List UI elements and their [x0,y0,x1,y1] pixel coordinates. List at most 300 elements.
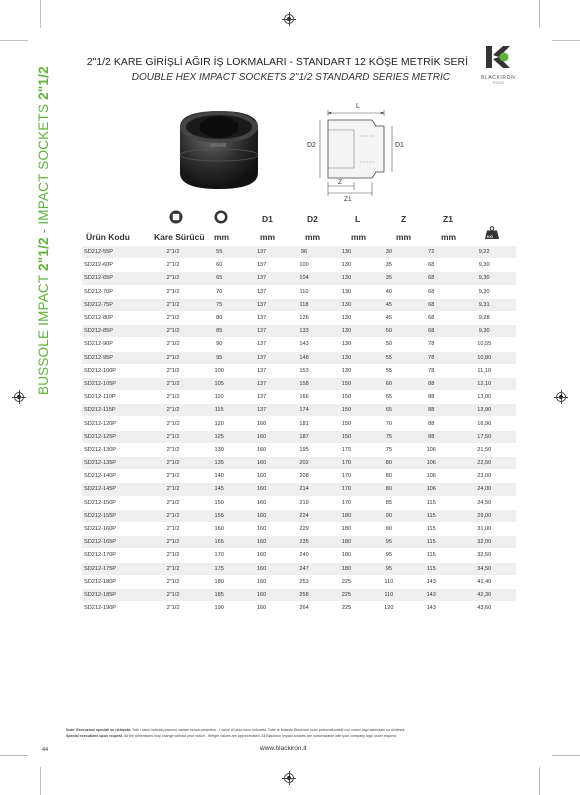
table-cell: 115 [410,522,452,535]
table-cell: 160 [240,417,282,430]
table-row [82,588,516,601]
table-cell: 55 [368,351,410,364]
table-row [82,509,516,522]
table-cell: SD212-145P [82,483,148,496]
table-cell: 45 [368,298,410,311]
table-cell: 31,00 [452,522,516,535]
table-cell: 160 [240,457,282,470]
diagram-label-z1: Z1 [344,196,352,202]
table-cell: 170 [198,549,240,562]
table-cell: 65 [368,404,410,417]
table-cell: 143 [410,602,452,615]
table-cell: 88 [410,417,452,430]
table-cell: 170 [325,470,367,483]
crop-mark [40,767,41,795]
table-cell: 60 [198,259,240,272]
table-cell: 160 [240,443,282,456]
table-cell: 140 [198,470,240,483]
table-cell: 158 [283,377,325,390]
note-italian: Tutti i valori indicati possono variare senza preavviso - I valori di peso sono indicativi. Tutte le bussole Blackiron sono personalizzabili con vostro logo aziendale su richiesta. [132,728,406,732]
table-row [82,272,516,285]
table-cell: 195 [283,443,325,456]
table-cell: 106 [410,483,452,496]
note-english: All the dimensions may change without prior notice - Weight values are approximated. All Blackiron impact sockets are customizable with your company logo under request. [123,733,397,738]
table-cell: 181 [283,417,325,430]
table-cell: 95 [368,562,410,575]
table-cell: 50 [368,325,410,338]
table-cell: 130 [198,443,240,456]
table-cell: 68 [410,272,452,285]
table-cell: 137 [240,351,282,364]
table-cell: 22,50 [452,457,516,470]
table-cell: 2"1/2 [148,391,198,404]
dimension-diagram [304,100,422,202]
table-cell: 34,50 [452,562,516,575]
table-cell: 170 [325,457,367,470]
side-title-size2: 2"1/2 [36,66,51,100]
table-cell: 175 [198,562,240,575]
table-cell: SD212-120P [82,417,148,430]
table-cell: SD212-175P [82,562,148,575]
crop-mark [552,755,580,756]
table-cell: 137 [240,338,282,351]
table-row [82,325,516,338]
table-cell: 130 [325,338,367,351]
table-cell: 219 [283,496,325,509]
table-row [82,443,516,456]
table-cell: 214 [283,483,325,496]
table-cell: 35 [368,259,410,272]
table-cell: 180 [325,549,367,562]
table-row [82,364,516,377]
table-row [82,522,516,535]
blackiron-logo [481,45,515,85]
table-cell: 75 [368,443,410,456]
table-cell: 29,00 [452,509,516,522]
table-row [82,298,516,311]
table-cell: 2"1/2 [148,430,198,443]
table-cell: 133 [283,325,325,338]
table-row [82,457,516,470]
table-cell: 155 [198,509,240,522]
table-cell: 9,28 [452,311,516,324]
table-cell: 2"1/2 [148,364,198,377]
table-row [82,259,516,272]
table-cell: 235 [283,536,325,549]
table-cell: SD212-95P [82,351,148,364]
table-cell: 13,90 [452,404,516,417]
website-url: www.blackiron.it [260,745,307,752]
table-cell: 78 [410,338,452,351]
table-cell: 9,22 [452,246,516,259]
table-cell: SD212-55P [82,246,148,259]
table-cell: SD212-60P [82,259,148,272]
table-cell: 137 [240,404,282,417]
table-cell: 88 [410,404,452,417]
table-cell: 137 [240,325,282,338]
table-cell: 160 [240,430,282,443]
table-cell: 180 [325,522,367,535]
table-cell: 170 [325,483,367,496]
table-cell: SD212-100P [82,364,148,377]
square-drive-icon [169,210,183,224]
table-cell: 115 [410,536,452,549]
table-cell: 115 [198,404,240,417]
table-cell: 35 [368,272,410,285]
table-cell: 137 [240,377,282,390]
table-cell: 80 [198,311,240,324]
table-cell: 2"1/2 [148,509,198,522]
table-row [82,430,516,443]
table-cell: 105 [198,377,240,390]
crop-mark [0,40,28,41]
table-cell: 2"1/2 [148,311,198,324]
table-cell: 137 [240,272,282,285]
table-cell: 148 [283,351,325,364]
table-cell: 42,30 [452,588,516,601]
table-cell: 88 [410,391,452,404]
table-cell: 137 [240,285,282,298]
diagram-label-d1: D1 [395,142,404,149]
table-cell: 170 [325,443,367,456]
table-cell: 80 [368,483,410,496]
table-cell: 65 [198,272,240,285]
table-cell: 137 [240,311,282,324]
page-number: 44 [42,747,49,753]
diagram-label-d2: D2 [307,142,316,149]
crop-mark [552,40,580,41]
table-cell: 2"1/2 [148,417,198,430]
table-cell: 137 [240,246,282,259]
registration-mark-icon [284,14,294,24]
table-cell: 160 [240,562,282,575]
table-cell: 24,00 [452,483,516,496]
diagram-label-l: L [356,103,360,110]
table-cell: 106 [410,457,452,470]
col-header-mm: mm [305,232,321,242]
table-cell: 75 [198,298,240,311]
table-cell: 160 [240,588,282,601]
table-cell: 90 [368,509,410,522]
table-cell: 21,50 [452,443,516,456]
table-cell: 32,50 [452,549,516,562]
table-cell: 174 [283,404,325,417]
table-cell: 100 [198,364,240,377]
table-cell: 150 [325,417,367,430]
table-cell: 55 [198,246,240,259]
table-cell: 247 [283,562,325,575]
table-cell: 170 [325,496,367,509]
col-header-z1: Z1 [443,214,453,224]
table-cell: 9,30 [452,272,516,285]
table-cell: 80 [368,470,410,483]
table-cell: 137 [240,364,282,377]
table-cell: 130 [325,325,367,338]
table-cell: 225 [325,588,367,601]
table-cell: 202 [283,457,325,470]
table-cell: 153 [283,364,325,377]
table-cell: 180 [325,536,367,549]
table-row [82,536,516,549]
registration-mark-icon [14,392,24,402]
table-cell: 160 [240,509,282,522]
table-row [82,575,516,588]
table-cell: 143 [283,338,325,351]
table-cell: 96 [283,246,325,259]
table-cell: SD212-75P [82,298,148,311]
table-cell: 9,30 [452,285,516,298]
table-row [82,549,516,562]
table-cell: 68 [410,311,452,324]
table-cell: 150 [325,377,367,390]
table-cell: 135 [198,457,240,470]
table-cell: 2"1/2 [148,259,198,272]
table-cell: 160 [240,483,282,496]
table-cell: 24,50 [452,496,516,509]
table-cell: 106 [410,470,452,483]
table-cell: 72 [410,246,452,259]
table-cell: 110 [198,391,240,404]
col-header-mm: mm [396,232,412,242]
table-cell: SD212-90P [82,338,148,351]
table-cell: 166 [283,391,325,404]
table-cell: 229 [283,522,325,535]
table-cell: 258 [283,588,325,601]
table-cell: 115 [410,509,452,522]
table-cell: 23,00 [452,470,516,483]
note-label: Note: [66,728,76,732]
table-cell: 95 [368,549,410,562]
table-cell: 224 [283,509,325,522]
table-cell: 70 [368,417,410,430]
table-cell: 55 [368,364,410,377]
table-cell: 104 [283,272,325,285]
table-cell: 264 [283,602,325,615]
table-cell: 185 [198,588,240,601]
table-cell: 2"1/2 [148,575,198,588]
registration-mark-icon [284,773,294,783]
table-cell: 85 [198,325,240,338]
table-row [82,285,516,298]
table-cell: 137 [240,259,282,272]
table-cell: 85 [368,496,410,509]
table-row [82,377,516,390]
table-cell: 143 [410,588,452,601]
side-title [36,66,51,395]
table-cell: SD212-190P [82,602,148,615]
table-cell: SD212-170P [82,549,148,562]
table-cell: SD212-160P [82,522,148,535]
table-cell: 17,50 [452,430,516,443]
title-english: DOUBLE HEX IMPACT SOCKETS 2"1/2 STANDARD SERIES METRIC [131,72,450,83]
weight-label: KG [487,234,493,239]
table-cell: SD212-140P [82,470,148,483]
table-row [82,404,516,417]
crop-mark [539,767,540,795]
table-cell: 60 [368,377,410,390]
col-header-drive: Kare Sürücü [154,232,205,242]
note-italian-bold: Esecuzioni speciali su richiesta. [76,728,132,732]
table-cell: 130 [325,298,367,311]
table-cell: 115 [410,496,452,509]
table-cell: 9,30 [452,259,516,272]
table-cell: 130 [325,285,367,298]
table-cell: 120 [198,417,240,430]
table-cell: 160 [198,522,240,535]
table-cell: 10,55 [452,338,516,351]
table-cell: 30 [368,246,410,259]
table-cell: 2"1/2 [148,457,198,470]
table-cell: SD212-110P [82,391,148,404]
table-cell: SD212-135P [82,457,148,470]
table-row [82,496,516,509]
table-cell: SD212-70P [82,285,148,298]
table-cell: 160 [240,536,282,549]
table-cell: 45 [368,311,410,324]
table-cell: 2"1/2 [148,536,198,549]
table-row [82,391,516,404]
table-cell: 130 [325,259,367,272]
table-cell: SD212-185P [82,588,148,601]
table-cell: 180 [325,509,367,522]
table-cell: 180 [325,562,367,575]
table-cell: 2"1/2 [148,298,198,311]
table-cell: 130 [325,272,367,285]
table-cell: 2"1/2 [148,602,198,615]
table-row [82,417,516,430]
table-cell: 2"1/2 [148,351,198,364]
table-cell: 50 [368,338,410,351]
table-cell: 80 [368,457,410,470]
table-cell: 75 [368,430,410,443]
side-title-size1: 2"1/2 [36,237,51,271]
product-table [82,246,516,615]
table-cell: 9,31 [452,298,516,311]
hex-socket-icon [214,210,228,224]
table-cell: 9,30 [452,325,516,338]
table-cell: 137 [240,298,282,311]
col-header-mm: mm [351,232,367,242]
table-row [82,562,516,575]
table-cell: 150 [325,430,367,443]
logo-name: BLACKIRON [481,75,516,81]
table-cell: 2"1/2 [148,404,198,417]
table-cell: 95 [368,536,410,549]
table-cell: 13,00 [452,391,516,404]
table-cell: 225 [325,575,367,588]
col-header-z: Z [401,214,407,224]
table-cell: 118 [283,298,325,311]
table-cell: 143 [410,575,452,588]
table-cell: 16,90 [452,417,516,430]
table-cell: SD212-125P [82,430,148,443]
table-row [82,602,516,615]
table-cell: 88 [410,430,452,443]
table-cell: 130 [325,364,367,377]
table-cell: 130 [325,311,367,324]
table-cell: 65 [368,391,410,404]
table-row [82,246,516,259]
table-cell: 137 [240,391,282,404]
table-cell: 225 [325,602,367,615]
table-cell: 2"1/2 [148,338,198,351]
title-turkish: 2"1/2 KARE GİRİŞLİ AĞIR İŞ LOKMALARI - STANDART 12 KÖŞE METRİK SERİ [86,56,468,68]
socket-photo [172,103,266,193]
table-cell: 130 [325,246,367,259]
table-cell: 90 [198,338,240,351]
table-cell: 70 [198,285,240,298]
table-cell: 2"1/2 [148,522,198,535]
table-cell: SD212-130P [82,443,148,456]
crop-mark [539,0,540,28]
col-header-mm: mm [260,232,276,242]
table-cell: 115 [410,562,452,575]
table-cell: 88 [410,377,452,390]
table-cell: SD212-180P [82,575,148,588]
table-cell: 100 [283,259,325,272]
table-cell: 41,40 [452,575,516,588]
table-cell: SD212-85P [82,325,148,338]
diagram-label-z: Z [338,179,342,186]
table-cell: 160 [240,496,282,509]
table-cell: 32,00 [452,536,516,549]
table-cell: 43,60 [452,602,516,615]
table-cell: 187 [283,430,325,443]
table-cell: 2"1/2 [148,443,198,456]
table-row [82,338,516,351]
table-cell: SD212-155P [82,509,148,522]
col-header-l: L [355,214,361,224]
table-cell: 2"1/2 [148,285,198,298]
logo-sub: TOOLS [492,81,504,85]
logo-mark-icon [485,45,511,69]
table-cell: 2"1/2 [148,588,198,601]
table-cell: 68 [410,325,452,338]
table-cell: 126 [283,311,325,324]
table-cell: 2"1/2 [148,377,198,390]
side-title-part1: BUSSOLE IMPACT [36,270,51,395]
table-cell: SD212-150P [82,496,148,509]
table-cell: 253 [283,575,325,588]
table-cell: 12,10 [452,377,516,390]
table-cell: 160 [240,549,282,562]
col-header-mm: mm [441,232,457,242]
table-cell: 2"1/2 [148,562,198,575]
table-cell: 2"1/2 [148,496,198,509]
table-cell: 78 [410,364,452,377]
table-cell: 110 [283,285,325,298]
table-cell: 145 [198,483,240,496]
col-header-d1: D1 [262,214,273,224]
crop-mark [40,0,41,28]
table-cell: 150 [325,391,367,404]
table-cell: 2"1/2 [148,246,198,259]
table-cell: 68 [410,298,452,311]
registration-mark-icon [556,392,566,402]
table-cell: 110 [368,575,410,588]
table-row [82,311,516,324]
table-cell: SD212-65P [82,272,148,285]
footer-note [66,728,518,739]
table-cell: 110 [368,588,410,601]
table-cell: 208 [283,470,325,483]
table-cell: 150 [198,496,240,509]
table-cell: 180 [198,575,240,588]
table-cell: 115 [410,549,452,562]
table-cell: 78 [410,351,452,364]
table-cell: SD212-105P [82,377,148,390]
table-cell: 11,10 [452,364,516,377]
